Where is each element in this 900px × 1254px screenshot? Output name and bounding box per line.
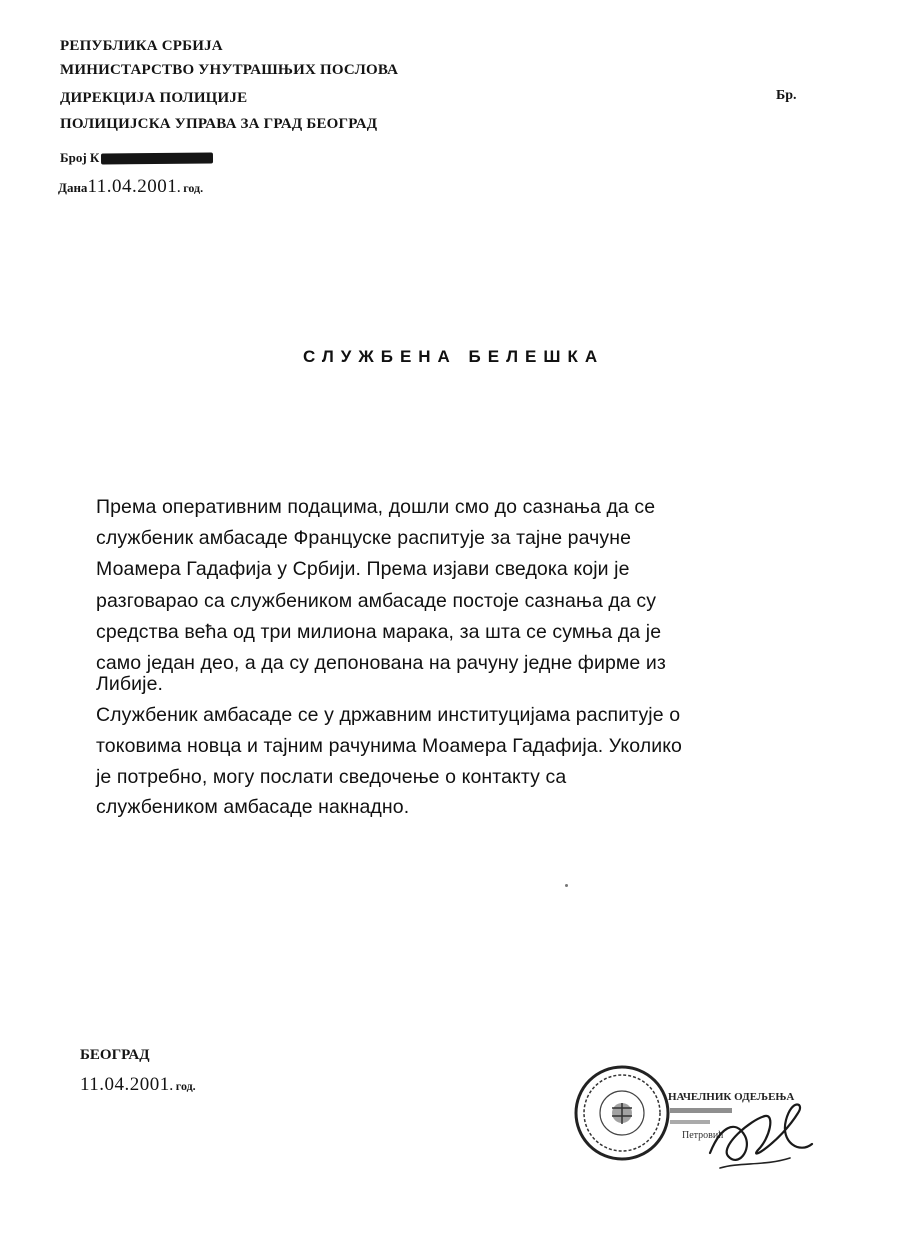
document-number-line [60,150,213,166]
header-date-suffix: . год. [177,181,204,195]
document-title: СЛУЖБЕНА БЕЛЕШКА [303,347,605,366]
body-line: службеником амбасаде накнадно. [96,796,410,818]
stamp-text-line-1: НАЧЕЛНИК ОДЕЉЕЊА [668,1091,795,1103]
body-line: Према оперативним подацима, дошли смо до сазнања да се [96,496,656,518]
header-police-administration: ПОЛИЦИЈСКА УПРАВА ЗА ГРАД БЕОГРАД [60,116,378,132]
body-line: Либије. [96,673,164,695]
redacted-number-block [101,152,213,164]
body-line: је потребно, могу послати сведочење о контакту са [96,766,567,788]
date-label: Дана [58,180,88,195]
official-stamp-and-signature [560,1058,820,1188]
body-line: Моамера Гадафија у Србији. Према изјави сведока који је [96,558,630,580]
footer-date-suffix: . год. [169,1079,196,1093]
body-line: разговарао са службеником амбасаде постоје сазнања да су [96,590,657,612]
footer-date-value: 11.04.2001 [80,1074,170,1095]
body-line: Службеник амбасаде се у државним институцијама распитује о [96,704,681,726]
stamp-text-line-2: Петровић [682,1130,724,1141]
document-number-label: Број К [60,150,100,165]
header-ministry: МИНИСТАРСТВО УНУТРАШЊИХ ПОСЛОВА [60,62,399,78]
header-directorate: ДИРЕКЦИЈА ПОЛИЦИЈЕ [60,90,248,106]
scan-speck [565,884,568,887]
footer-date-line [80,1074,196,1096]
body-line: средства већа од три милиона марака, за шта се сумња да је [96,621,662,643]
stamp-text [668,1091,794,1141]
header-date-value: 11.04.2001 [87,176,178,197]
reference-number-label: Бр. [776,88,797,103]
stamp-seal-icon [576,1067,668,1159]
body-line: само један део, а да су депонована на рачуну једне фирме из [96,652,666,674]
footer-city: БЕОГРАД [80,1047,150,1063]
body-line: токовима новца и тајним рачунима Моамера Гадафија. Уколико [96,735,683,757]
body-line: службеник амбасаде Француске распитује за тајне рачуне [96,527,632,549]
header-republic: РЕПУБЛИКА СРБИЈА [60,38,223,54]
header-date-line [58,176,203,198]
